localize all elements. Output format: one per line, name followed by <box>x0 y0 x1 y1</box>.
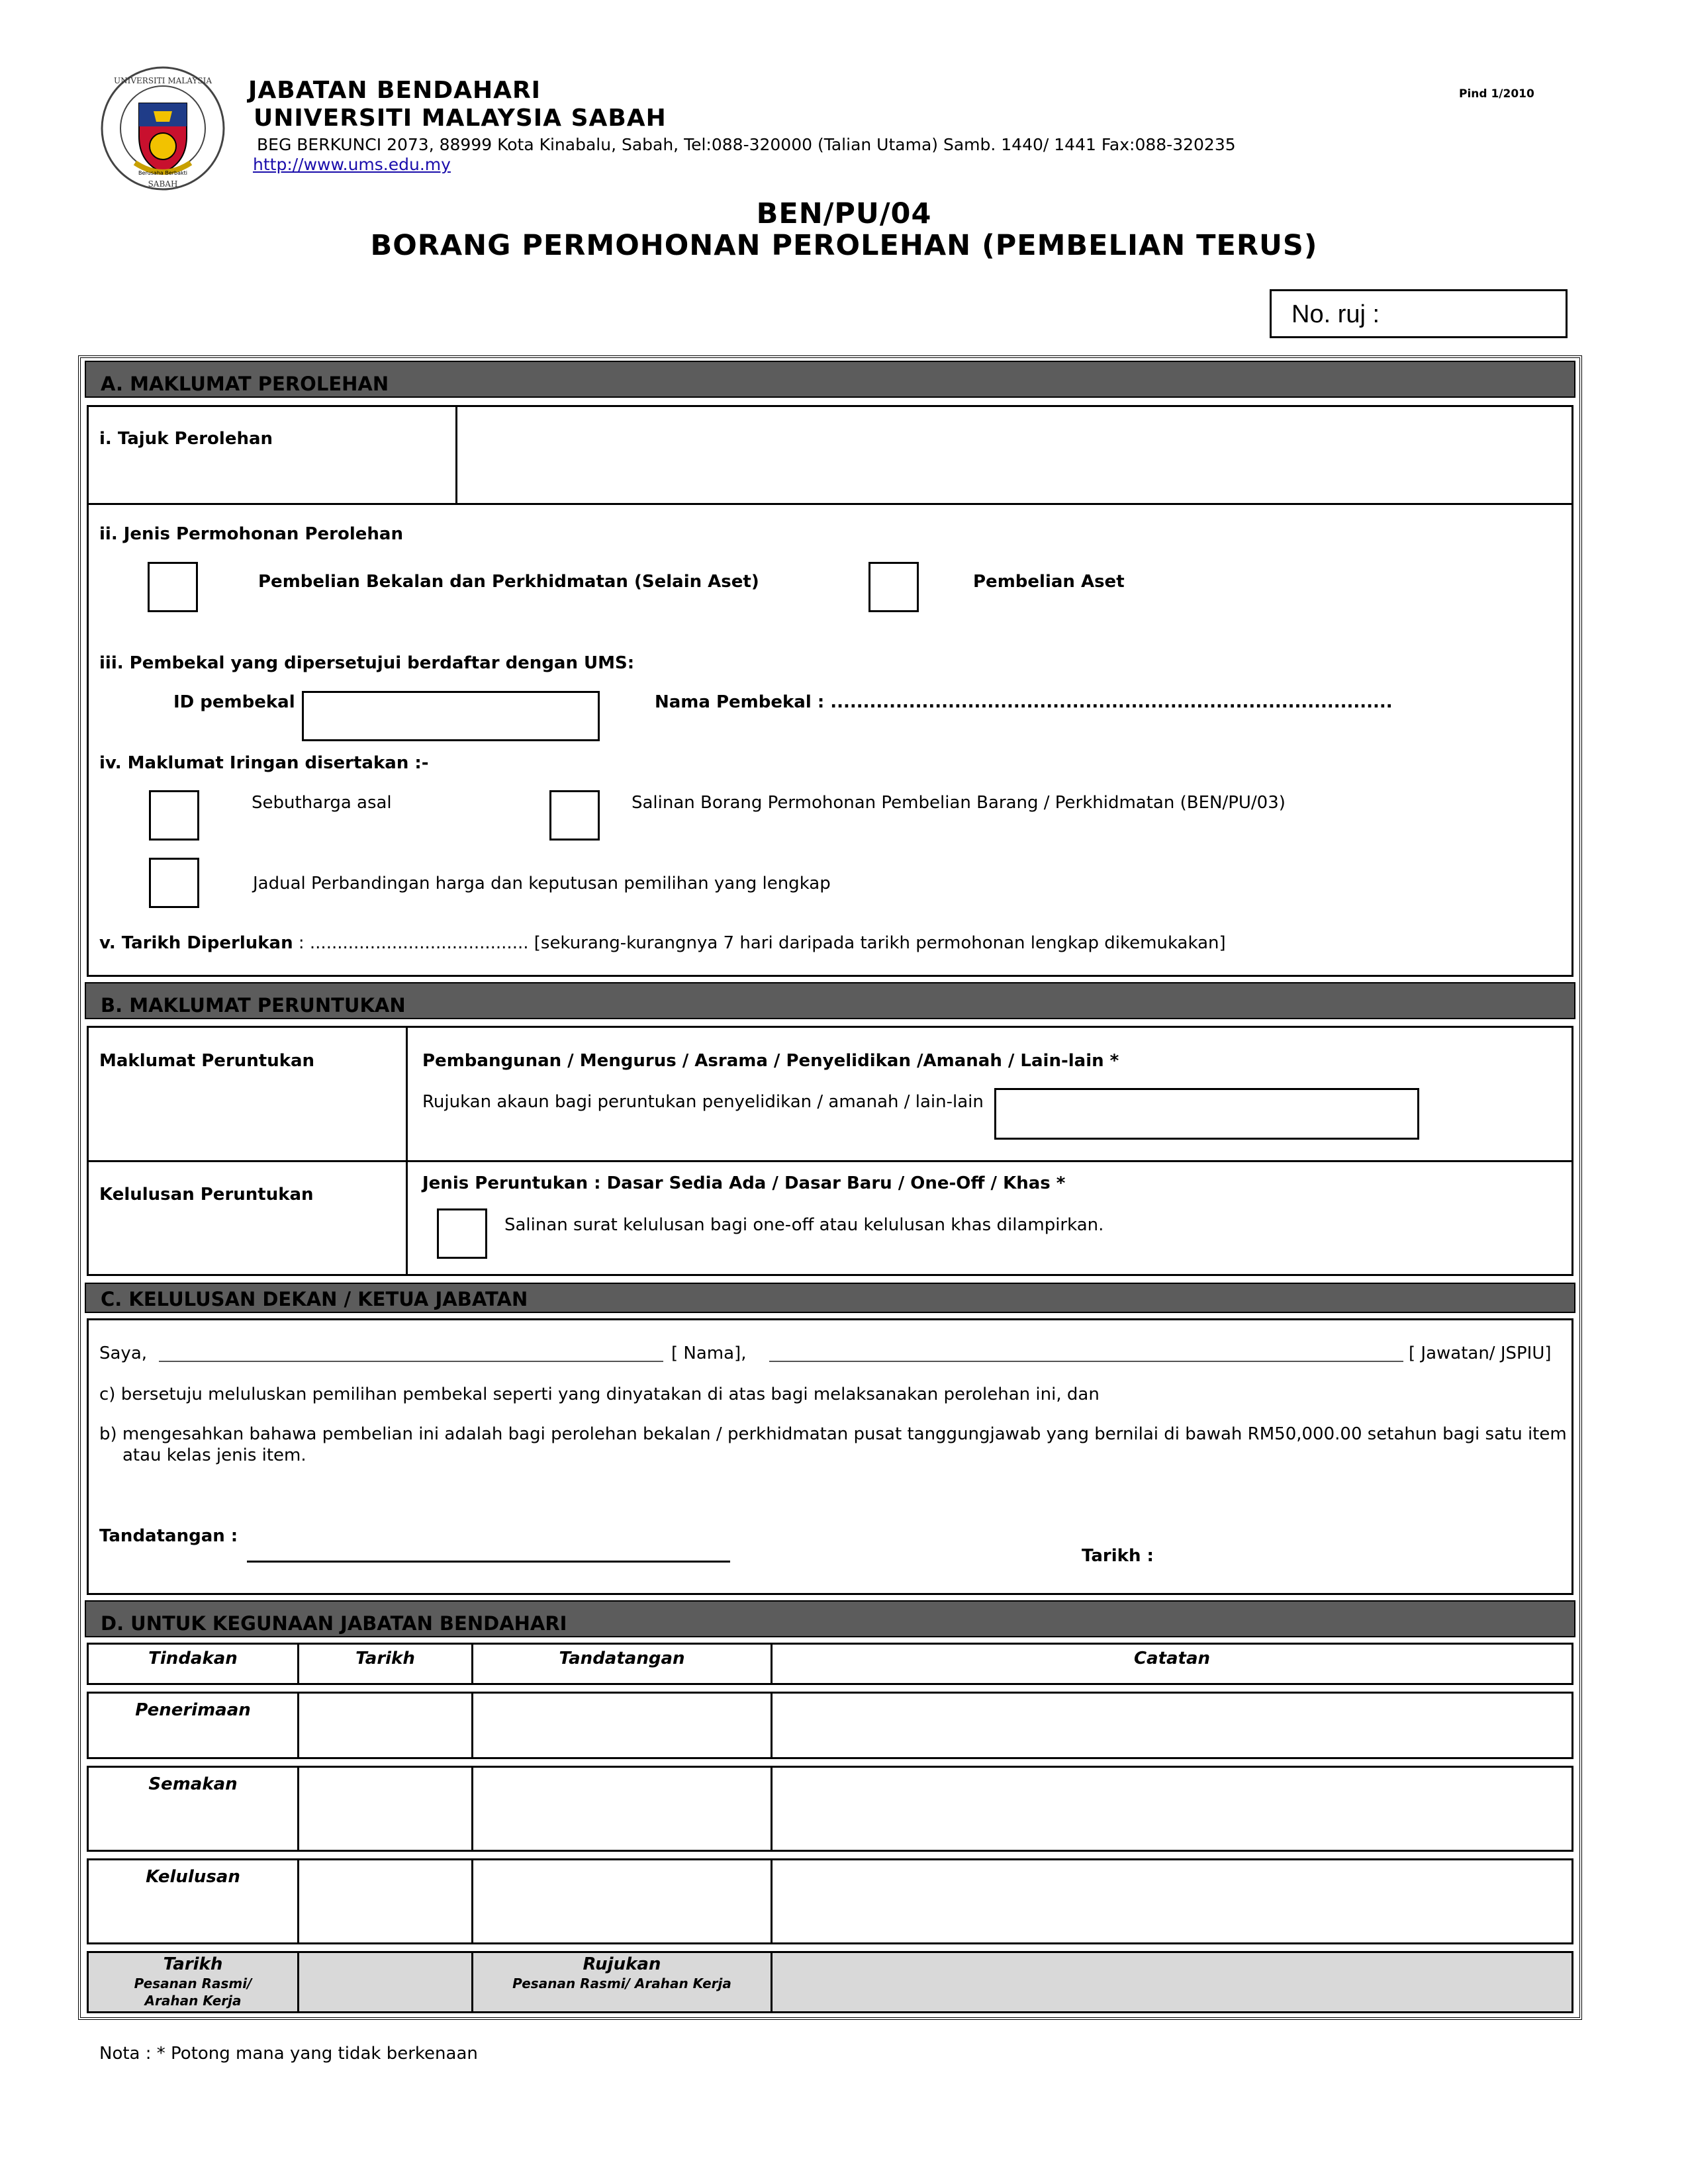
section-c-header <box>85 1283 1575 1313</box>
position-label: [ Jawatan/ JSPIU] <box>1409 1343 1552 1363</box>
approval-letter-label: Salinan surat kelulusan bagi one-off atau kelulusan khas dilampirkan. <box>504 1215 1104 1235</box>
title-label: i. Tajuk Perolehan <box>99 429 273 449</box>
address-line: BEG BERKUNCI 2073, 88999 Kota Kinabalu, Sabah, Tel:088-320000 (Talian Utama) Samb. 1440/ 1441 Fax:088-320235 <box>257 135 1236 154</box>
agreement-item-b-line1: b) mengesahkan bahawa pembelian ini adalah bagi perolehan bekalan / perkhidmatan pusat tanggungjawab yang bernilai di bawah RM50,000.00 setahun bagi satu item <box>99 1424 1567 1444</box>
table-row <box>87 1692 299 1759</box>
date-label: Tarikh : <box>1082 1546 1154 1566</box>
supplies-services-checkbox[interactable] <box>148 562 198 612</box>
column-header-signature: Tandatangan <box>471 1643 773 1685</box>
order-reference-header <box>471 1951 773 2013</box>
section-d-title: D. UNTUK KEGUNAAN JABATAN BENDAHARI <box>101 1612 567 1635</box>
order-reference-title: Rujukan <box>583 1954 661 1974</box>
original-quotation-checkbox[interactable] <box>149 790 199 841</box>
supplier-label: iii. Pembekal yang dipersetujui berdaftar dengan UMS: <box>99 653 635 673</box>
review-date-cell[interactable] <box>297 1766 473 1852</box>
reference-number-label: No. ruj : <box>1291 300 1380 328</box>
order-reference-cell[interactable] <box>771 1951 1573 2013</box>
comparison-table-label: Jadual Perbandingan harga dan keputusan pemilihan yang lengkap <box>253 874 831 893</box>
order-reference-sub: Pesanan Rasmi/ Arahan Kerja <box>512 1976 731 1991</box>
section-a-title: A. MAKLUMAT PEROLEHAN <box>101 373 389 395</box>
name-line[interactable] <box>159 1361 663 1362</box>
review-signature-cell[interactable] <box>471 1766 773 1852</box>
title-input[interactable] <box>458 407 1571 502</box>
attachments-label: iv. Maklumat Iringan disertakan :- <box>99 753 429 773</box>
table-row <box>87 1858 299 1944</box>
name-label: [ Nama], <box>671 1343 747 1363</box>
supplies-services-label: Pembelian Bekalan dan Perkhidmatan (Selain Aset) <box>258 572 759 592</box>
svg-text:Berusaha Berbakti: Berusaha Berbakti <box>138 170 188 176</box>
supplier-id-label: ID pembekal <box>173 692 295 712</box>
order-date-header <box>87 1951 299 2013</box>
divider <box>406 1026 408 1276</box>
asset-purchase-checkbox[interactable] <box>868 562 919 612</box>
order-date-title: Tarikh <box>163 1954 223 1974</box>
approval-notes-cell[interactable] <box>771 1858 1573 1944</box>
allocation-kind-options: Jenis Peruntukan : Dasar Sedia Ada / Dasar Baru / One-Off / Khas * <box>422 1173 1066 1193</box>
column-header-notes: Catatan <box>771 1643 1573 1685</box>
request-type-label: ii. Jenis Permohonan Perolehan <box>99 524 403 544</box>
supplier-name-label: Nama Pembekal : ...................................................................................... <box>655 692 1393 712</box>
department-name: JABATAN BENDAHARI <box>248 77 541 104</box>
order-date-sub2: Arahan Kerja <box>144 1993 242 2009</box>
position-line[interactable] <box>769 1361 1403 1362</box>
date-required-label: v. Tarikh Diperlukan <box>99 933 293 953</box>
date-required-row <box>99 933 1226 953</box>
date-required-text: : ........................................ [sekurang-kurangnya 7 hari daripada tarikh permohonan lengkap dikemukakan] <box>293 933 1226 953</box>
allocation-type-options: Pembangunan / Mengurus / Asrama / Penyelidikan /Amanah / Lain-lain * <box>422 1051 1119 1071</box>
svg-text:UNIVERSITI MALAYSIA: UNIVERSITI MALAYSIA <box>114 76 212 85</box>
receipt-notes-cell[interactable] <box>771 1692 1573 1759</box>
supplier-id-field[interactable] <box>302 691 600 741</box>
section-b-title: B. MAKLUMAT PERUNTUKAN <box>101 994 406 1017</box>
receipt-date-cell[interactable] <box>297 1692 473 1759</box>
section-d-header <box>85 1600 1575 1637</box>
agreement-item-b-line2: atau kelas jenis item. <box>122 1445 306 1465</box>
approval-signature-cell[interactable] <box>471 1858 773 1944</box>
approval-date-cell[interactable] <box>297 1858 473 1944</box>
account-reference-label: Rujukan akaun bagi peruntukan penyelidikan / amanah / lain-lain <box>422 1092 984 1112</box>
row-label-review: Semakan <box>148 1774 238 1794</box>
order-date-cell[interactable] <box>297 1951 473 2013</box>
section-b-header <box>85 982 1575 1019</box>
section-c-body <box>87 1318 1573 1595</box>
website-link[interactable]: http://www.ums.edu.my <box>253 155 451 174</box>
divider <box>87 1160 1573 1162</box>
form-copy-checkbox[interactable] <box>549 790 600 841</box>
column-header-date: Tarikh <box>297 1643 473 1685</box>
svg-text:SABAH: SABAH <box>148 179 178 189</box>
agreement-item-c: c) bersetuju meluluskan pemilihan pembekal seperti yang dinyatakan di atas bagi melaksanakan perolehan ini, dan <box>99 1385 1100 1404</box>
form-title: BORANG PERMOHONAN PEROLEHAN (PEMBELIAN TERUS) <box>370 229 1318 262</box>
section-a-header <box>85 361 1575 398</box>
review-notes-cell[interactable] <box>771 1766 1573 1852</box>
divider <box>455 405 457 504</box>
comparison-table-checkbox[interactable] <box>149 858 199 908</box>
column-header-action: Tindakan <box>87 1643 299 1685</box>
section-c-title: C. KELULUSAN DEKAN / KETUA JABATAN <box>101 1288 528 1310</box>
original-quotation-label: Sebutharga asal <box>252 793 392 813</box>
signature-line[interactable] <box>247 1561 730 1563</box>
account-reference-field[interactable] <box>994 1088 1419 1140</box>
asset-purchase-label: Pembelian Aset <box>973 572 1125 592</box>
order-date-sub1: Pesanan Rasmi/ <box>134 1976 252 1991</box>
receipt-signature-cell[interactable] <box>471 1692 773 1759</box>
form-copy-label: Salinan Borang Permohonan Pembelian Barang / Perkhidmatan (BEN/PU/03) <box>632 793 1286 813</box>
divider <box>87 503 1573 505</box>
approval-letter-checkbox[interactable] <box>437 1208 487 1259</box>
table-row <box>87 1766 299 1852</box>
university-logo <box>99 64 226 193</box>
footnote: Nota : * Potong mana yang tidak berkenaan <box>99 2044 478 2064</box>
saya-label: Saya, <box>99 1343 148 1363</box>
row-label-approval: Kelulusan <box>146 1867 240 1887</box>
version-code: Pind 1/2010 <box>1459 87 1534 101</box>
form-code: BEN/PU/04 <box>756 197 932 230</box>
row-label-receipt: Penerimaan <box>135 1700 251 1720</box>
university-name: UNIVERSITI MALAYSIA SABAH <box>254 105 667 132</box>
allocation-info-label: Maklumat Peruntukan <box>99 1051 315 1071</box>
allocation-approval-label: Kelulusan Peruntukan <box>99 1185 314 1205</box>
signature-label: Tandatangan : <box>99 1526 238 1546</box>
reference-number-field[interactable] <box>1270 289 1568 338</box>
